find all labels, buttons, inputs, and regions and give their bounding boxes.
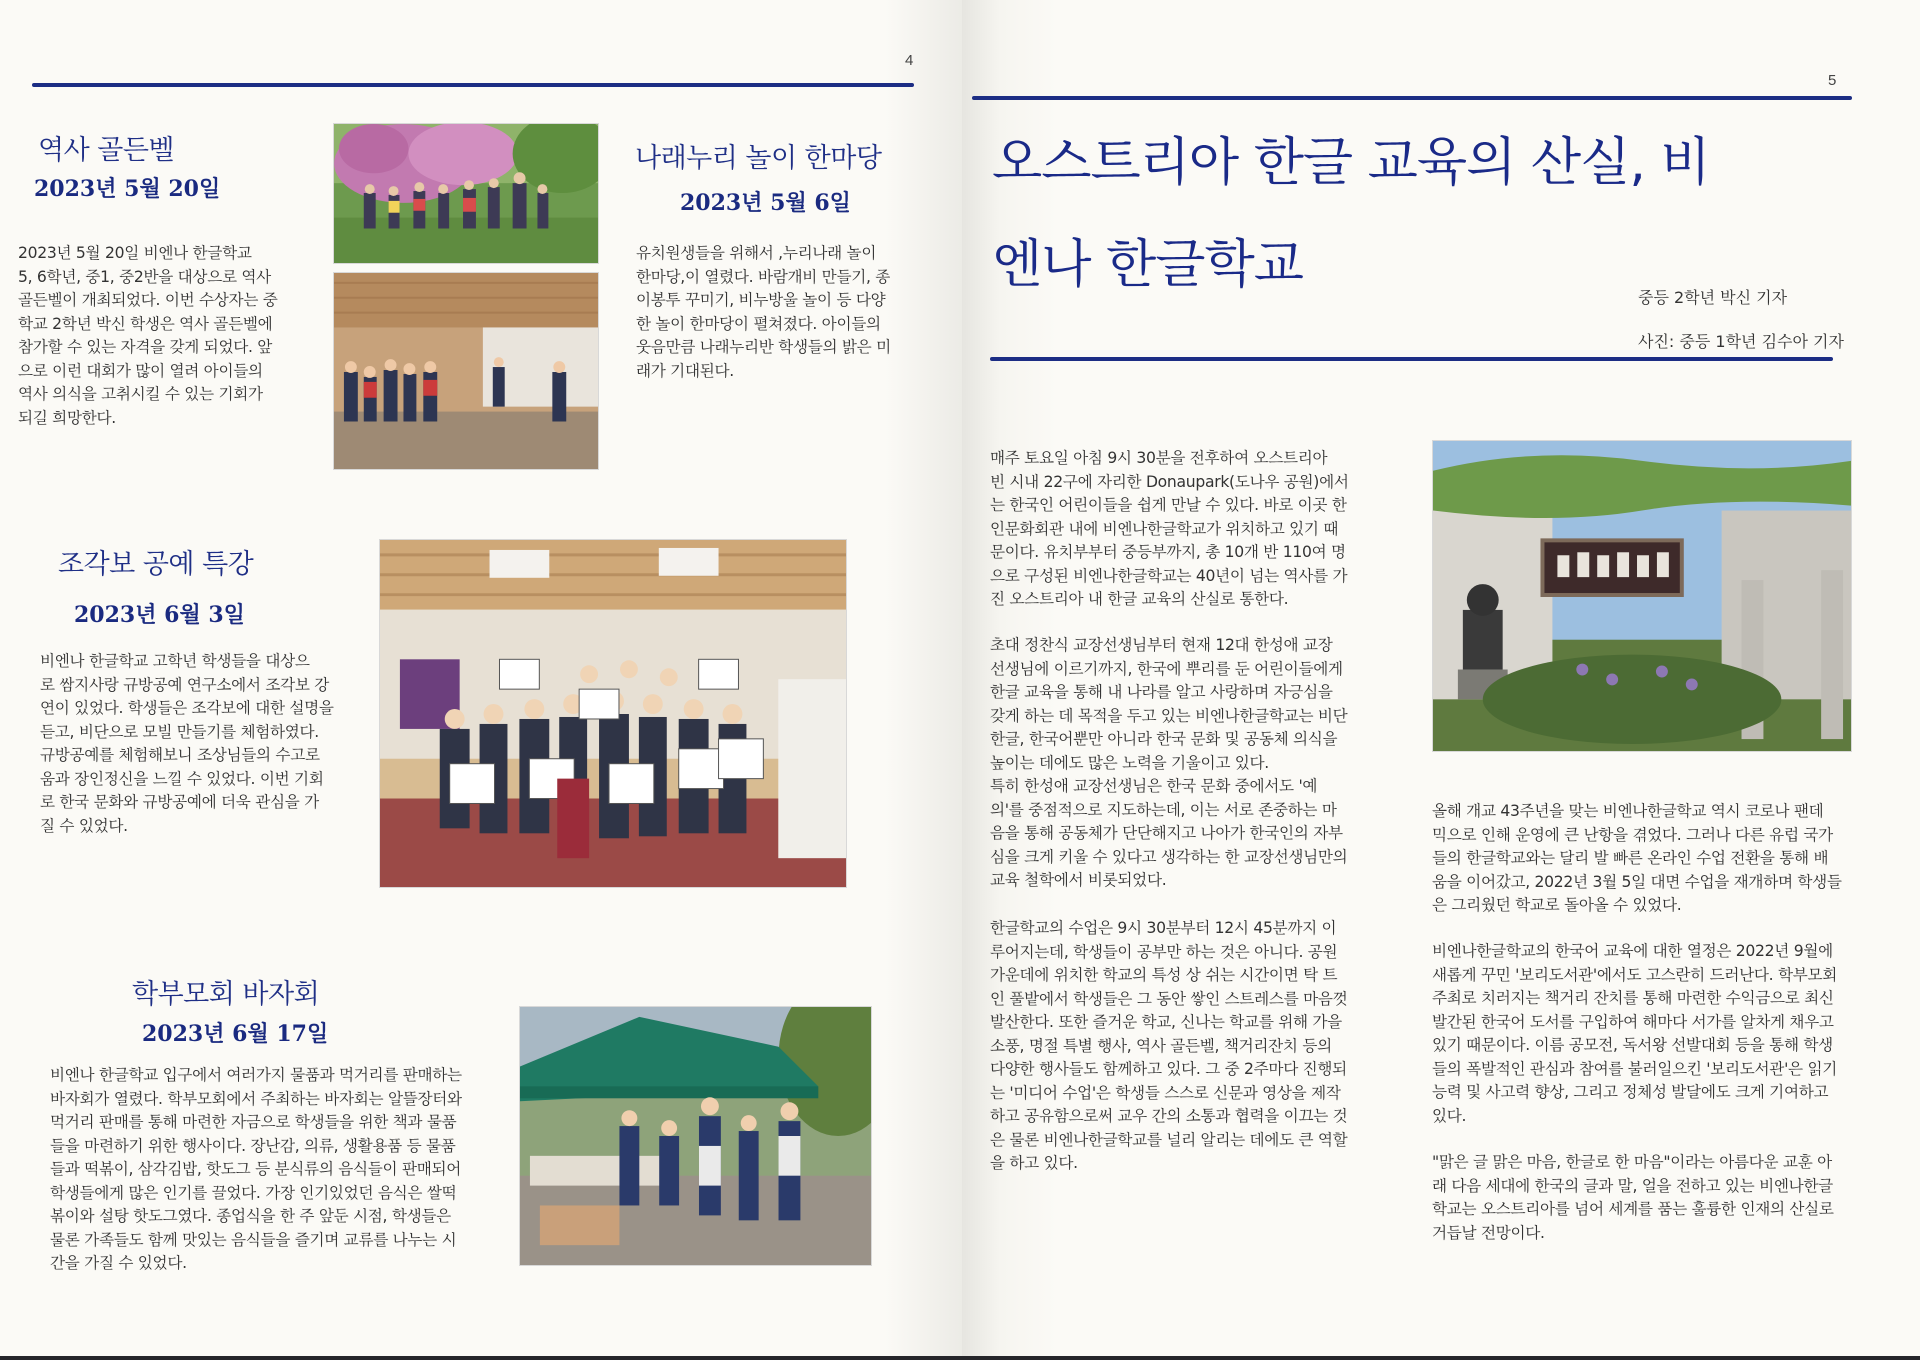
text-line: 역사 의식을 고취시킬 수 있는 기회가 <box>18 385 263 403</box>
article-col1-p1 <box>990 447 1349 612</box>
text-line: 참가할 수 있는 자격을 갖게 되었다. 앞 <box>18 338 273 356</box>
text-line: 발산한다. 또한 즐거운 학교, 신나는 학교를 위해 가을 <box>990 1013 1342 1031</box>
text-line: 은 물론 비엔나한글학교를 널리 알리는 데에도 큰 역할 <box>990 1130 1348 1149</box>
text-line: 로 쌈지사랑 규방공예 연구소에서 조각보 강 <box>40 675 330 694</box>
bazaar-date: 2023년 6월 17일 <box>142 1021 329 1047</box>
text-line: 물론 가족들도 함께 맛있는 음식들을 즐기며 교류를 나누는 시 <box>50 1230 457 1249</box>
text-line: 한글, 한국어뿐만 아니라 한국 문화 및 공동체 의식을 <box>990 730 1338 748</box>
jogakbo-title: 조각보 공예 특강 <box>58 549 254 580</box>
text-line: 믹으로 인해 운영에 큰 난항을 겪었다. 그러나 다른 유럽 국가 <box>1432 825 1833 844</box>
text-line: 들의 폭발적인 관심과 참여를 불러일으킨 '보리도서관'은 읽기 <box>1432 1059 1838 1078</box>
text-line: 다양한 행사들도 함께하고 있다. 그 중 2주마다 진행되 <box>990 1060 1347 1078</box>
article-col2-p3 <box>1432 1151 1834 1245</box>
text-line: 되길 희망한다. <box>18 408 116 427</box>
text-line: 학교 2학년 박신 학생은 역사 골든벨에 <box>18 314 273 333</box>
article-col1-p2 <box>990 634 1347 893</box>
text-line: 유치원생들을 위해서 ,누리나래 놀이 <box>636 244 877 262</box>
text-line: 간을 가질 수 있었다. <box>50 1254 187 1272</box>
photo-school-entrance <box>1432 440 1852 752</box>
text-line: 비엔나 한글학교 고학년 학생들을 대상으 <box>40 652 310 670</box>
text-line: 듣고, 비단으로 모빌 만들기를 체험하였다. <box>40 722 319 741</box>
text-line: 의'를 중점적으로 지도하는데, 이는 서로 존중하는 마 <box>990 800 1337 819</box>
page-number: 5 <box>1828 72 1837 89</box>
text-line: 들의 한글학교와는 달리 발 빠른 온라인 수업 전환을 통해 배 <box>1432 849 1829 867</box>
text-line: 연이 있었다. 학생들은 조각보에 대한 설명을 <box>40 699 334 717</box>
text-line: 선생님에 이르기까지, 한국에 뿌리를 둔 어린이들에게 <box>990 659 1343 678</box>
text-line: 5, 6학년, 중1, 중2반을 대상으로 역사 <box>18 267 271 286</box>
article-title-line2: 엔나 한글학교 <box>992 235 1303 295</box>
narae-title: 나래누리 놀이 한마당 <box>635 143 882 174</box>
text-line: 문이다. 유치부부터 중등부까지, 총 10개 반 110여 명 <box>990 543 1346 561</box>
bazaar-body <box>50 1064 462 1276</box>
text-line: 래가 기대된다. <box>636 361 734 380</box>
header-rule <box>32 83 914 87</box>
page-number: 4 <box>905 52 914 69</box>
text-line: "맑은 글 맑은 마음, 한글로 한 마음"이라는 아름다운 교훈 아 <box>1432 1153 1832 1171</box>
text-line: 음을 통해 공동체가 단단해지고 나아가 한국인의 자부 <box>990 824 1343 842</box>
jogakbo-date: 2023년 6월 3일 <box>74 602 245 628</box>
text-line: 주최로 치러지는 책거리 잔치를 통해 마련한 수익금으로 최신 <box>1432 989 1834 1007</box>
text-line: 움과 장인정신을 느낄 수 있었다. 이번 기회 <box>40 769 324 788</box>
article-col2-p2 <box>1432 940 1837 1128</box>
text-line: 움을 이어갔고, 2022년 3월 5일 대면 수업을 재개하며 학생들 <box>1432 872 1842 891</box>
left-page <box>0 0 962 1356</box>
text-line: 래 다음 세대에 한국의 글과 말, 얼을 전하고 있는 비엔나한글 <box>1432 1176 1833 1195</box>
text-line: 루어지는데, 학생들이 공부만 하는 것은 아니다. 공원 <box>990 942 1338 961</box>
text-line: 으로 구성된 비엔나한글학교는 40년이 넘는 역사를 가 <box>990 566 1348 585</box>
text-line: 학생들에게 많은 인기를 끌었다. 가장 인기있었던 음식은 쌀떡 <box>50 1183 457 1202</box>
text-line: 새롭게 꾸민 '보리도서관'에서도 고스란히 드러난다. 학부모회 <box>1432 965 1838 984</box>
text-line: 진 오스트리아 내 한글 교육의 산실로 통한다. <box>990 590 1289 608</box>
text-line: 교육 철학에서 비롯되었다. <box>990 871 1167 889</box>
photo-golden-bell-park <box>333 123 599 264</box>
text-line: 들을 마련하기 위한 행사이다. 장난감, 의류, 생활용품 등 물품 <box>50 1136 456 1155</box>
text-line: 으로 이런 대회가 많이 열려 아이들의 <box>18 361 263 380</box>
title-rule <box>990 357 1833 361</box>
text-line: 골든벨이 개최되었다. 이번 수상자는 중 <box>18 291 278 309</box>
text-line: 바자회가 열렸다. 학부모회에서 주최하는 바자회는 알뜰장터와 <box>50 1089 462 1108</box>
text-line: 거듭날 전망이다. <box>1432 1223 1545 1242</box>
text-line: 특히 한성애 교장선생님은 한국 문화 중에서도 '예 <box>990 777 1318 795</box>
text-line: 갖게 하는 데 목적을 두고 있는 비엔나한글학교는 비단 <box>990 706 1348 725</box>
article-col2-p1 <box>1432 800 1842 918</box>
text-line: 인문화회관 내에 비엔나한글학교가 위치하고 있기 때 <box>990 519 1339 538</box>
text-line: 초대 정찬식 교장선생님부터 현재 12대 한성애 교장 <box>990 636 1333 654</box>
text-line: 들과 떡볶이, 삼각김밥, 핫도그 등 분식류의 음식들이 판매되어 <box>50 1160 462 1178</box>
text-line: 볶이와 설탕 핫도그였다. 종업식을 한 주 앞둔 시점, 학생들은 <box>50 1207 451 1225</box>
text-line: 매주 토요일 아침 9시 30분을 전후하여 오스트리아 <box>990 449 1328 467</box>
text-line: 올해 개교 43주년을 맞는 비엔나한글학교 역시 코로나 팬데 <box>1432 802 1824 820</box>
text-line: 을 하고 있다. <box>990 1154 1078 1172</box>
text-line: 소풍, 명절 특별 행사, 역사 골든벨, 책거리잔치 등의 <box>990 1036 1332 1055</box>
golden-bell-date: 2023년 5월 20일 <box>34 176 221 202</box>
text-line: 있기 때문이다. 이름 공모전, 독서왕 선발대회 등을 통해 학생 <box>1432 1036 1833 1054</box>
narae-date: 2023년 5월 6일 <box>680 190 851 216</box>
right-page <box>962 0 1920 1356</box>
golden-bell-body <box>18 242 278 430</box>
photo-golden-bell-hall <box>333 272 599 470</box>
text-line: 한마당,이 열렸다. 바람개비 만들기, 종 <box>636 267 891 286</box>
golden-bell-title: 역사 골든벨 <box>38 135 174 166</box>
text-line: 한글학교의 수업은 9시 30분부터 12시 45분까지 이 <box>990 919 1337 937</box>
text-line: 빈 시내 22구에 자리한 Donaupark(도나우 공원)에서 <box>990 472 1349 491</box>
text-line: 는 '미디어 수업'은 학생들 스스로 신문과 영상을 제작 <box>990 1083 1341 1102</box>
text-line: 하고 공유함으로써 교우 간의 소통과 협력을 이끄는 것 <box>990 1107 1348 1125</box>
text-line: 로 한국 문화와 규방공예에 더욱 관심을 가 <box>40 793 319 811</box>
text-line: 비엔나 한글학교 입구에서 여러가지 물품과 먹거리를 판매하는 <box>50 1066 462 1084</box>
text-line: 한 놀이 한마당이 펼쳐졌다. 아이들의 <box>636 314 881 333</box>
text-line: 먹거리 판매를 통해 마련한 자금으로 학생들을 위한 책과 물품 <box>50 1113 457 1131</box>
text-line: 은 그리웠던 학교로 돌아올 수 있었다. <box>1432 896 1682 914</box>
header-rule <box>972 96 1852 100</box>
text-line: 가운데에 위치한 학교의 특성 상 쉬는 시간이면 탁 트 <box>990 966 1338 984</box>
text-line: 높이는 데에도 많은 노력을 기울이고 있다. <box>990 753 1269 772</box>
text-line: 비엔나한글학교의 한국어 교육에 대한 열정은 2022년 9월에 <box>1432 942 1833 960</box>
text-line: 웃음만큼 나래누리반 학생들의 밝은 미 <box>636 338 891 356</box>
photo-jogakbo-group <box>379 539 847 888</box>
text-line: 능력 및 사고력 향상, 그리고 정체성 발달에도 크게 기여하고 <box>1432 1083 1829 1101</box>
article-title-line1: 오스트리아 한글 교육의 산실, 비 <box>992 133 1710 193</box>
photo-bazaar <box>519 1006 872 1266</box>
text-line: 있다. <box>1432 1106 1467 1125</box>
narae-body <box>636 242 891 383</box>
text-line: 한글 교육을 통해 내 나라를 알고 사랑하며 자긍심을 <box>990 683 1333 701</box>
text-line: 질 수 있었다. <box>40 816 128 835</box>
jogakbo-body <box>40 650 334 838</box>
text-line: 는 한국인 어린이들을 쉽게 만날 수 있다. 바로 이곳 한 <box>990 496 1347 514</box>
bazaar-title: 학부모회 바자회 <box>132 979 320 1010</box>
byline-reporter: 중등 2학년 박신 기자 <box>1638 288 1788 307</box>
text-line: 이봉투 꾸미기, 비누방울 놀이 등 다양 <box>636 291 886 309</box>
article-col1-p3 <box>990 917 1347 1176</box>
text-line: 2023년 5월 20일 비엔나 한글학교 <box>18 244 252 262</box>
text-line: 심을 크게 키울 수 있다고 생각하는 한 교장선생님만의 <box>990 847 1348 866</box>
text-line: 규방공예를 체험해보니 조상님들의 수고로 <box>40 746 320 764</box>
byline-photo: 사진: 중등 1학년 김수아 기자 <box>1638 332 1844 351</box>
text-line: 발간된 한국어 도서를 구입하여 해마다 서가를 알차게 채우고 <box>1432 1012 1834 1031</box>
text-line: 인 풀밭에서 학생들은 그 동안 쌓인 스트레스를 마음껏 <box>990 989 1348 1008</box>
text-line: 학교는 오스트리아를 넘어 세계를 품는 훌륭한 인재의 산실로 <box>1432 1200 1834 1218</box>
